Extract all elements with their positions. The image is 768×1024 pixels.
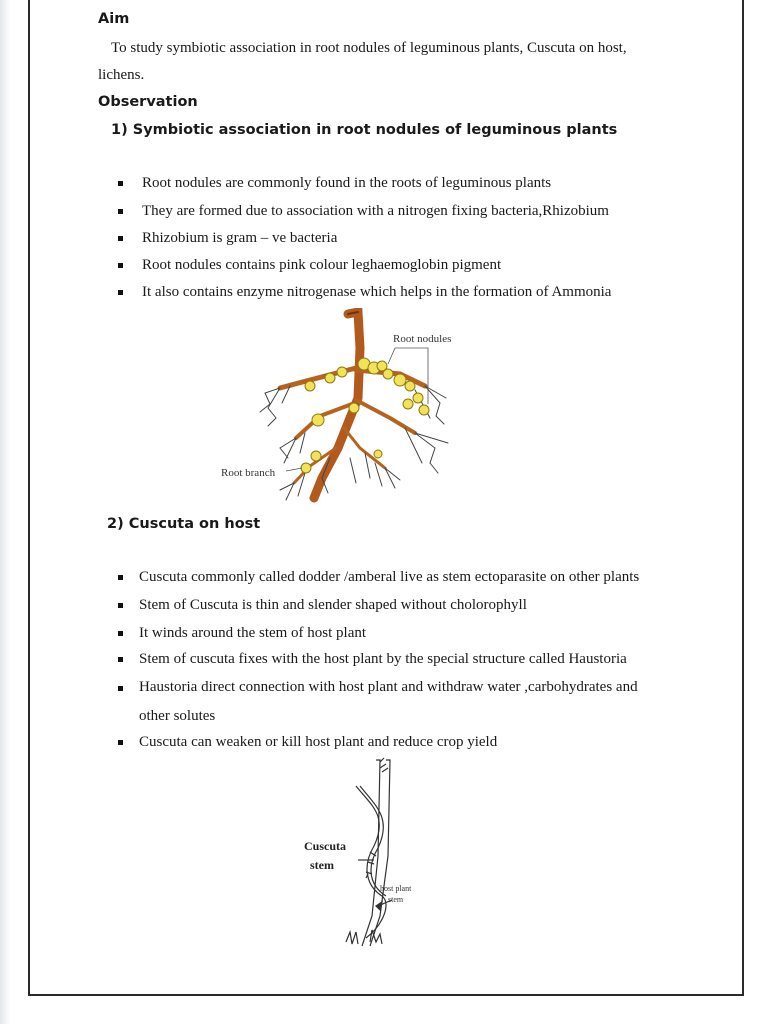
list-item: Stem of cuscuta fixes with the host plant by the special structure called Haustoria: [139, 651, 627, 667]
bullet-marker: [118, 209, 123, 214]
list-item: Rhizobium is gram – ve bacteria: [142, 230, 338, 246]
label-root-branch: Root branch: [221, 467, 276, 479]
bullet-marker: [118, 603, 123, 608]
label-host-stem: stem: [388, 895, 404, 904]
root-nodules-figure: [210, 308, 480, 508]
bullet-marker: [118, 686, 123, 691]
aim-text-line1: To study symbiotic association in root nodules of leguminous plants, Cuscuta on host,: [111, 40, 627, 56]
list-item: Cuscuta can weaken or kill host plant and reduce crop yield: [139, 734, 498, 750]
bullet-marker: [118, 575, 123, 580]
list-item: Root nodules are commonly found in the roots of leguminous plants: [142, 175, 552, 191]
list-item-continuation: other solutes: [139, 708, 216, 724]
list-item: Root nodules contains pink colour leghaemoglobin pigment: [142, 257, 502, 273]
label-root-nodules: Root nodules: [393, 333, 452, 345]
section1-title: 1) Symbiotic association in root nodules of leguminous plants: [111, 122, 618, 138]
cuscuta-host-drawing: [346, 758, 392, 946]
bullet-marker: [118, 263, 123, 268]
bullet-marker: [118, 290, 123, 295]
bullet-marker: [118, 181, 123, 186]
bullet-marker: [118, 740, 123, 745]
label-cuscuta: Cuscuta: [304, 839, 347, 853]
bullet-marker: [118, 236, 123, 241]
list-item: Haustoria direct connection with host plant and withdraw water ,carbohydrates and: [139, 679, 638, 695]
label-host-plant: host plant: [380, 884, 412, 893]
page-edge-shadow: [0, 0, 10, 1024]
list-item: Cuscuta commonly called dodder /amberal live as stem ectoparasite on other plants: [139, 569, 640, 585]
list-item: It winds around the stem of host plant: [139, 625, 367, 641]
list-item: They are formed due to association with a nitrogen fixing bacteria,Rhizobium: [142, 203, 609, 219]
list-item: Stem of Cuscuta is thin and slender shaped without cholorophyll: [139, 597, 527, 613]
observation-heading: Observation: [98, 94, 198, 110]
bullet-marker: [118, 631, 123, 636]
aim-heading: Aim: [98, 11, 130, 27]
section2-title: 2) Cuscuta on host: [107, 516, 261, 532]
label-cuscuta-stem: stem: [310, 858, 334, 872]
cuscuta-figure: [296, 756, 436, 948]
bullet-marker: [118, 657, 123, 662]
list-item: It also contains enzyme nitrogenase which helps in the formation of Ammonia: [142, 284, 612, 300]
aim-text-line2: lichens.: [98, 67, 145, 83]
